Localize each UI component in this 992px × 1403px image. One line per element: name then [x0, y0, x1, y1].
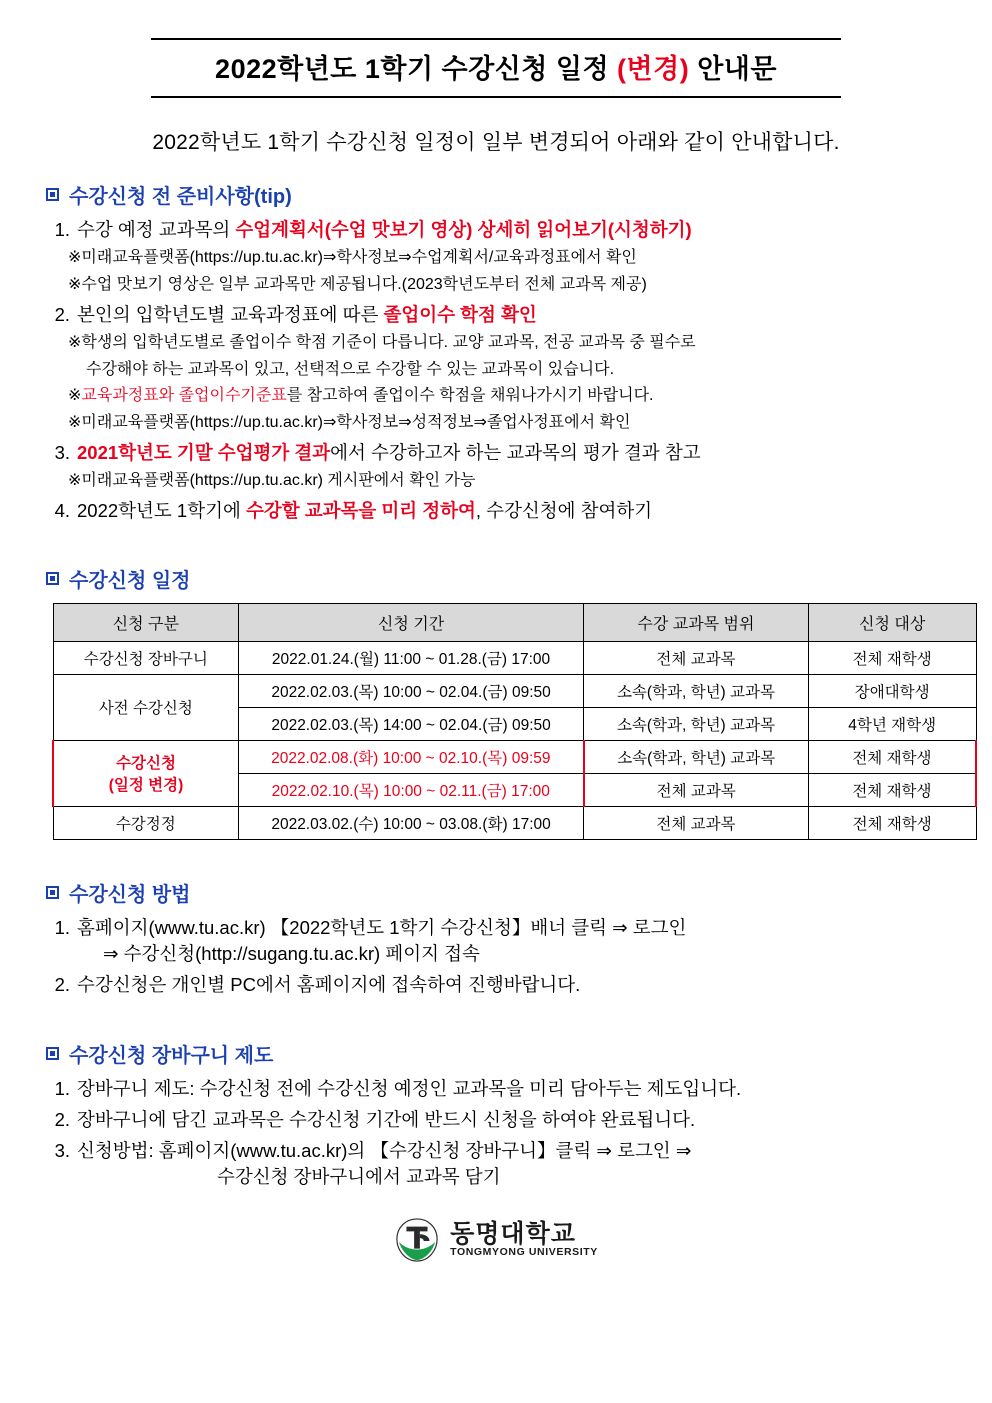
list-number: 3.: [54, 441, 70, 463]
list-number: 2.: [54, 974, 70, 996]
title-rule-bottom: [151, 96, 841, 98]
section-title-schedule: 수강신청 일정: [69, 569, 191, 592]
section-header-schedule: [46, 564, 952, 593]
text-before: 2022학년도 1학기에: [77, 499, 246, 521]
university-name-kr: 동명대학교: [450, 1219, 576, 1248]
university-emblem-icon: [394, 1217, 440, 1263]
university-name-en: TONGMYONG UNIVERSITY: [450, 1246, 598, 1259]
list-text: [77, 915, 952, 968]
cell-period: 2022.02.03.(목) 10:00 ~ 02.04.(금) 09:50: [239, 674, 584, 707]
list-item: [50, 1076, 952, 1102]
list-item: [50, 498, 952, 524]
cell-scope: 전체 교과목: [584, 806, 809, 839]
list-number: 1.: [54, 916, 70, 938]
title-part-1: 2022학년도 1학기 수강신청 일정: [215, 54, 618, 84]
intro-paragraph: 2022학년도 1학기 수강신청 일정이 일부 변경되어 아래와 같이 안내합니다.: [152, 131, 840, 154]
col-header-period: 신청 기간: [239, 603, 584, 641]
section-title-method: 수강신청 방법: [69, 883, 191, 906]
note-2-1b: 수강해야 하는 교과목이 있고, 선택적으로 수강할 수 있는 교과목이 있습니다.: [86, 360, 615, 378]
text-after: , 수강신청에 참여하기: [475, 499, 653, 521]
list-text: [77, 302, 952, 328]
cell-target: 전체 재학생: [808, 740, 976, 773]
schedule-table: [52, 603, 977, 840]
cell-scope: 전체 교과목: [584, 641, 809, 674]
footer-logo: [40, 1217, 952, 1263]
cart-line-2: 수강신청 장바구니에서 교과목 담기: [217, 1166, 501, 1188]
list-text: [77, 217, 952, 243]
list-number: 1.: [54, 219, 70, 240]
cell-target: 4학년 재학생: [808, 707, 976, 740]
note-3-1: ※미래교육플랫폼(https://up.tu.ac.kr) 게시판에서 확인 가능: [68, 471, 476, 489]
section-title-prep: 수강신청 전 준비사항(tip): [69, 186, 292, 208]
table-header-row: [53, 603, 976, 641]
cell-period: 2022.03.02.(수) 10:00 ~ 03.08.(화) 17:00: [239, 806, 584, 839]
cell-scope: 소속(학과, 학년) 교과목: [584, 740, 809, 773]
list-text: 장바구니 제도: 수강신청 전에 수강신청 예정인 교과목을 미리 담아두는 제도입니다.: [77, 1077, 742, 1099]
cell-scope: 전체 교과목: [584, 773, 809, 806]
list-text: [77, 1138, 952, 1191]
table-row: [53, 641, 976, 674]
cell-period: 2022.02.10.(목) 10:00 ~ 02.11.(금) 17:00: [239, 773, 584, 806]
list-item: [50, 1138, 952, 1191]
col-header-scope: 수강 교과목 범위: [584, 603, 809, 641]
cell-scope: 소속(학과, 학년) 교과목: [584, 707, 809, 740]
list-item: [50, 302, 952, 328]
title-highlight: (변경): [617, 54, 690, 84]
cell-target: 장애대학생: [808, 674, 976, 707]
cell-category: 사전 수강신청: [53, 674, 239, 740]
cell-category-text: 수강신청: [116, 755, 176, 773]
text-emphasis: 수강할 교과목을 미리 정하여: [245, 499, 476, 521]
list-number: 4.: [54, 499, 70, 521]
section-title-cart: 수강신청 장바구니 제도: [69, 1044, 274, 1067]
method-list: [40, 915, 952, 999]
list-text: [77, 440, 952, 466]
table-body: [53, 641, 976, 839]
cell-scope: 소속(학과, 학년) 교과목: [584, 674, 809, 707]
bullet-square-icon: [46, 1047, 59, 1060]
cell-target: 전체 재학생: [808, 641, 976, 674]
bullet-square-icon: [46, 572, 59, 585]
table-row: [53, 806, 976, 839]
list-item: [50, 1107, 952, 1133]
title-part-2: 안내문: [689, 54, 777, 84]
cell-category: 수강신청 장바구니: [53, 641, 239, 674]
prep-list-3: [40, 440, 952, 466]
cell-target: 전체 재학생: [808, 773, 976, 806]
bullet-square-icon: [46, 188, 59, 201]
cell-target: 전체 재학생: [808, 806, 976, 839]
cell-category: 수강정정: [53, 806, 239, 839]
list-number: 2.: [54, 303, 70, 325]
note-rest: 를 참고하여 졸업이수 학점을 채워나가시기 바랍니다.: [286, 387, 654, 405]
note-mark: ※: [68, 387, 82, 405]
prep-list-2: [40, 302, 952, 328]
table-row-highlight: [53, 740, 976, 773]
list-number: 3.: [54, 1140, 70, 1162]
list-item: [50, 440, 952, 466]
text-emphasis: 수업계획서(수업 맛보기 영상) 상세히 읽어보기(시청하기): [235, 219, 692, 240]
note-1-2: ※수업 맛보기 영상은 일부 교과목만 제공됩니다.(2023학년도부터 전체 교과목 제공): [68, 275, 647, 293]
list-number: 1.: [54, 1077, 70, 1099]
university-name: [450, 1221, 598, 1258]
cart-line-1: 신청방법: 홈페이지(www.tu.ac.kr)의 【수강신청 장바구니】클릭 ⇒ 로그인 ⇒: [77, 1140, 692, 1162]
cell-category-subtext: (일정 변경): [108, 777, 184, 795]
list-text: 수강신청은 개인별 PC에서 홈페이지에 접속하여 진행바랍니다.: [77, 974, 581, 996]
list-text: 장바구니에 담긴 교과목은 수강신청 기간에 반드시 신청을 하여야 완료됩니다.: [77, 1108, 696, 1130]
cell-period: 2022.02.08.(화) 10:00 ~ 02.10.(목) 09:59: [239, 740, 584, 773]
cell-period: 2022.02.03.(목) 14:00 ~ 02.04.(금) 09:50: [239, 707, 584, 740]
note-emphasis: 교육과정표와 졸업이수기준표: [81, 387, 287, 405]
note-2-1: ※학생의 입학년도별로 졸업이수 학점 기준이 다릅니다. 교양 교과목, 전공 교과목 중 필수로: [68, 333, 696, 351]
method-line-1: 홈페이지(www.tu.ac.kr) 【2022학년도 1학기 수강신청】배너 클릭 ⇒ 로그인: [77, 916, 687, 938]
list-item: [50, 217, 952, 243]
list-text: [77, 498, 952, 524]
table-header: [53, 603, 976, 641]
table-row: [53, 674, 976, 707]
cell-category-changed: [53, 740, 239, 806]
method-line-2: ⇒ 수강신청(http://sugang.tu.ac.kr) 페이지 접속: [103, 943, 480, 965]
note-2-2: [68, 384, 952, 408]
cell-period: 2022.01.24.(월) 11:00 ~ 01.28.(금) 17:00: [239, 641, 584, 674]
text-before: 수강 예정 교과목의: [77, 219, 236, 240]
section-header-cart: [46, 1039, 952, 1068]
cart-list: [40, 1076, 952, 1191]
col-header-category: 신청 구분: [53, 603, 239, 641]
text-emphasis: 졸업이수 학점 확인: [383, 303, 537, 325]
text-after: 에서 수강하고자 하는 교과목의 평가 결과 참고: [330, 441, 701, 463]
text-before: 본인의 입학년도별 교육과정표에 따른: [77, 303, 384, 325]
note-1-1: ※미래교육플랫폼(https://up.tu.ac.kr)⇒학사정보⇒수업계획서/교육과정표에서 확인: [68, 249, 637, 267]
col-header-target: 신청 대상: [808, 603, 976, 641]
list-number: 2.: [54, 1108, 70, 1130]
note-2-3: ※미래교육플랫폼(https://up.tu.ac.kr)⇒학사정보⇒성적정보⇒졸업사정표에서 확인: [68, 413, 631, 431]
prep-list: [40, 217, 952, 243]
prep-list-4: [40, 498, 952, 524]
title-block: [151, 38, 841, 98]
bullet-square-icon: [46, 886, 59, 899]
text-emphasis: 2021학년도 기말 수업평가 결과: [77, 441, 331, 463]
list-item: [50, 915, 952, 968]
list-item: [50, 972, 952, 998]
page-title: [151, 40, 841, 93]
section-header-method: [46, 878, 952, 907]
section-header-prep: [46, 180, 952, 209]
